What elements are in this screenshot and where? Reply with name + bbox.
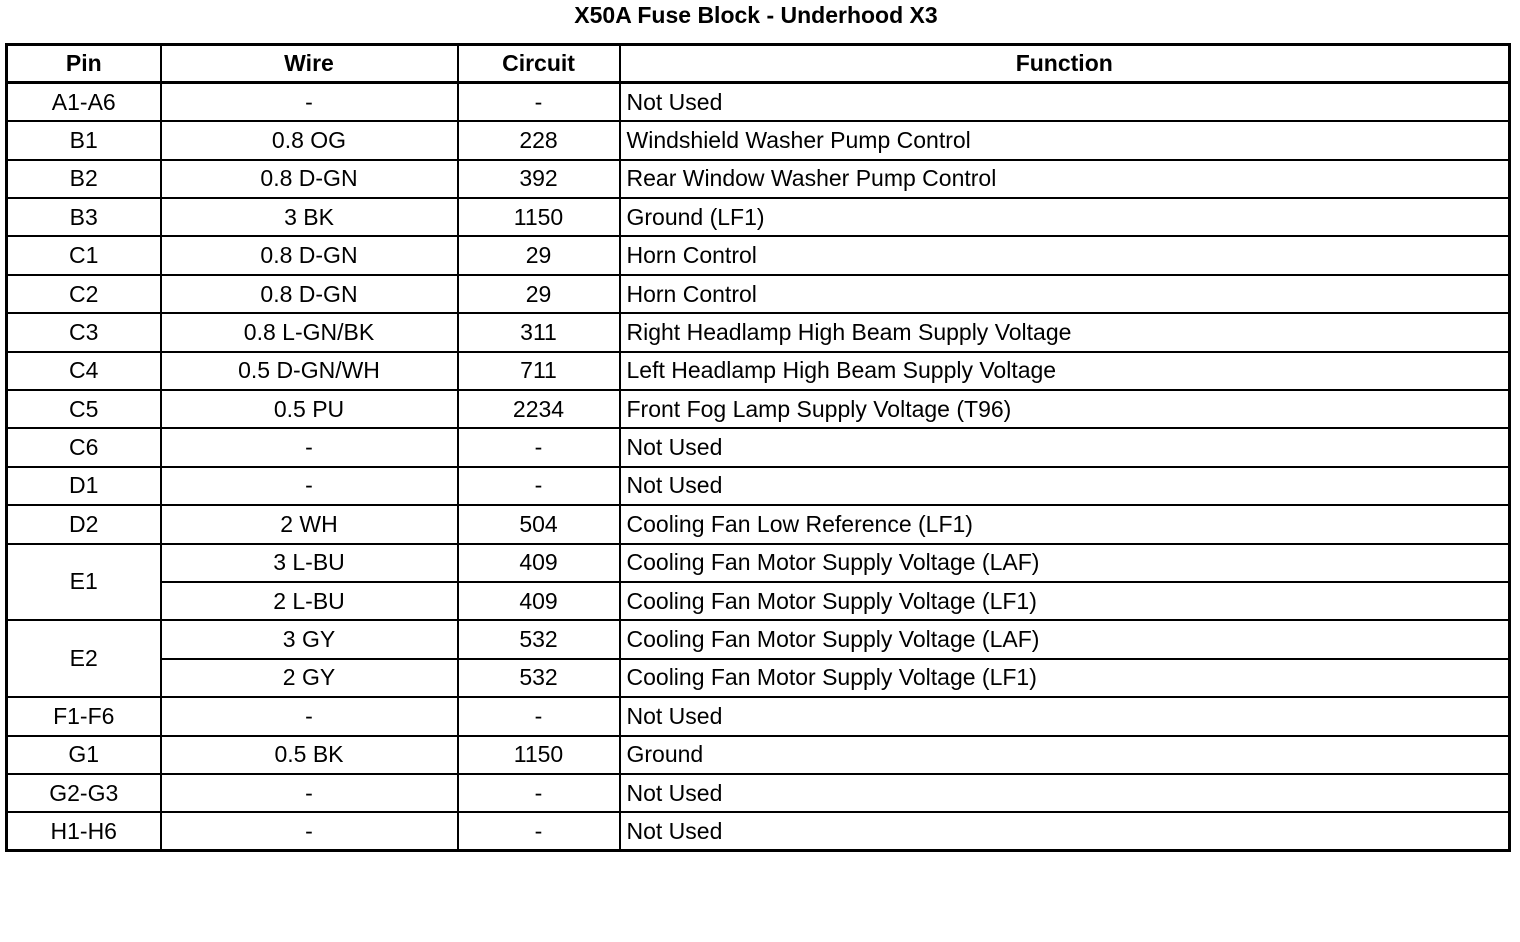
pin-cell: C3	[7, 313, 161, 351]
table-row	[7, 275, 1510, 313]
table-row	[7, 313, 1510, 351]
table-row	[7, 198, 1510, 236]
pin-cell: C2	[7, 275, 161, 313]
table-row	[7, 121, 1510, 159]
circuit-cell: 409	[458, 544, 620, 582]
pin-cell: C6	[7, 428, 161, 466]
circuit-cell: 504	[458, 505, 620, 543]
pin-cell: C4	[7, 352, 161, 390]
header-pin: Pin	[7, 45, 161, 83]
function-cell: Cooling Fan Motor Supply Voltage (LF1)	[620, 582, 1510, 620]
function-cell: Cooling Fan Motor Supply Voltage (LAF)	[620, 544, 1510, 582]
table-row	[7, 774, 1510, 812]
header-circuit: Circuit	[458, 45, 620, 83]
circuit-cell: 29	[458, 275, 620, 313]
wire-cell: 0.8 OG	[161, 121, 458, 159]
function-cell: Horn Control	[620, 275, 1510, 313]
table-row	[7, 467, 1510, 505]
function-cell: Cooling Fan Low Reference (LF1)	[620, 505, 1510, 543]
function-cell: Ground (LF1)	[620, 198, 1510, 236]
function-cell: Not Used	[620, 428, 1510, 466]
function-cell: Horn Control	[620, 236, 1510, 274]
function-cell: Not Used	[620, 774, 1510, 812]
function-cell: Not Used	[620, 83, 1510, 121]
function-cell: Not Used	[620, 467, 1510, 505]
header-row	[7, 45, 1510, 83]
table-row	[7, 160, 1510, 198]
table-row	[7, 83, 1510, 121]
wire-cell: 2 WH	[161, 505, 458, 543]
function-cell: Ground	[620, 736, 1510, 774]
table-row	[7, 428, 1510, 466]
table-row	[7, 812, 1510, 850]
wire-cell: -	[161, 428, 458, 466]
pin-cell: G1	[7, 736, 161, 774]
pin-cell: B1	[7, 121, 161, 159]
circuit-cell: -	[458, 83, 620, 121]
wire-cell: 0.8 D-GN	[161, 160, 458, 198]
circuit-cell: -	[458, 812, 620, 850]
wire-cell: 0.5 PU	[161, 390, 458, 428]
header-wire: Wire	[161, 45, 458, 83]
circuit-cell: -	[458, 697, 620, 735]
wire-cell: -	[161, 812, 458, 850]
wire-cell: 0.8 D-GN	[161, 275, 458, 313]
table-row	[7, 659, 1510, 697]
circuit-cell: 228	[458, 121, 620, 159]
pin-cell: D2	[7, 505, 161, 543]
wire-cell: 0.8 L-GN/BK	[161, 313, 458, 351]
wire-cell: 3 L-BU	[161, 544, 458, 582]
pin-cell: B3	[7, 198, 161, 236]
pin-cell: E1	[7, 544, 161, 621]
wire-cell: 3 GY	[161, 620, 458, 658]
circuit-cell: 409	[458, 582, 620, 620]
page-title: X50A Fuse Block - Underhood X3	[574, 2, 938, 28]
table-row	[7, 505, 1510, 543]
function-cell: Right Headlamp High Beam Supply Voltage	[620, 313, 1510, 351]
circuit-cell: 29	[458, 236, 620, 274]
circuit-cell: 711	[458, 352, 620, 390]
function-cell: Cooling Fan Motor Supply Voltage (LAF)	[620, 620, 1510, 658]
circuit-cell: 532	[458, 659, 620, 697]
circuit-cell: 2234	[458, 390, 620, 428]
table-row	[7, 236, 1510, 274]
pin-cell: B2	[7, 160, 161, 198]
pin-cell: C1	[7, 236, 161, 274]
function-cell: Cooling Fan Motor Supply Voltage (LF1)	[620, 659, 1510, 697]
function-cell: Rear Window Washer Pump Control	[620, 160, 1510, 198]
table-row	[7, 352, 1510, 390]
pin-cell: H1-H6	[7, 812, 161, 850]
function-cell: Front Fog Lamp Supply Voltage (T96)	[620, 390, 1510, 428]
wire-cell: 3 BK	[161, 198, 458, 236]
pin-cell: A1-A6	[7, 83, 161, 121]
pinout-table	[5, 43, 1511, 852]
function-cell: Left Headlamp High Beam Supply Voltage	[620, 352, 1510, 390]
table-row	[7, 390, 1510, 428]
table-row	[7, 544, 1510, 582]
wire-cell: -	[161, 467, 458, 505]
wire-cell: 0.5 BK	[161, 736, 458, 774]
wire-cell: -	[161, 697, 458, 735]
function-cell: Windshield Washer Pump Control	[620, 121, 1510, 159]
circuit-cell: 1150	[458, 736, 620, 774]
circuit-cell: 1150	[458, 198, 620, 236]
pin-cell: F1-F6	[7, 697, 161, 735]
circuit-cell: 532	[458, 620, 620, 658]
pin-cell: C5	[7, 390, 161, 428]
wire-cell: 2 L-BU	[161, 582, 458, 620]
wire-cell: 2 GY	[161, 659, 458, 697]
table-row	[7, 697, 1510, 735]
wire-cell: -	[161, 83, 458, 121]
circuit-cell: -	[458, 467, 620, 505]
pin-cell: E2	[7, 620, 161, 697]
table-row	[7, 620, 1510, 658]
table-row	[7, 582, 1510, 620]
pin-cell: D1	[7, 467, 161, 505]
circuit-cell: 392	[458, 160, 620, 198]
circuit-cell: 311	[458, 313, 620, 351]
table-row	[7, 736, 1510, 774]
circuit-cell: -	[458, 774, 620, 812]
header-function: Function	[620, 45, 1510, 83]
circuit-cell: -	[458, 428, 620, 466]
wire-cell: 0.5 D-GN/WH	[161, 352, 458, 390]
function-cell: Not Used	[620, 697, 1510, 735]
wire-cell: 0.8 D-GN	[161, 236, 458, 274]
pin-cell: G2-G3	[7, 774, 161, 812]
function-cell: Not Used	[620, 812, 1510, 850]
wire-cell: -	[161, 774, 458, 812]
